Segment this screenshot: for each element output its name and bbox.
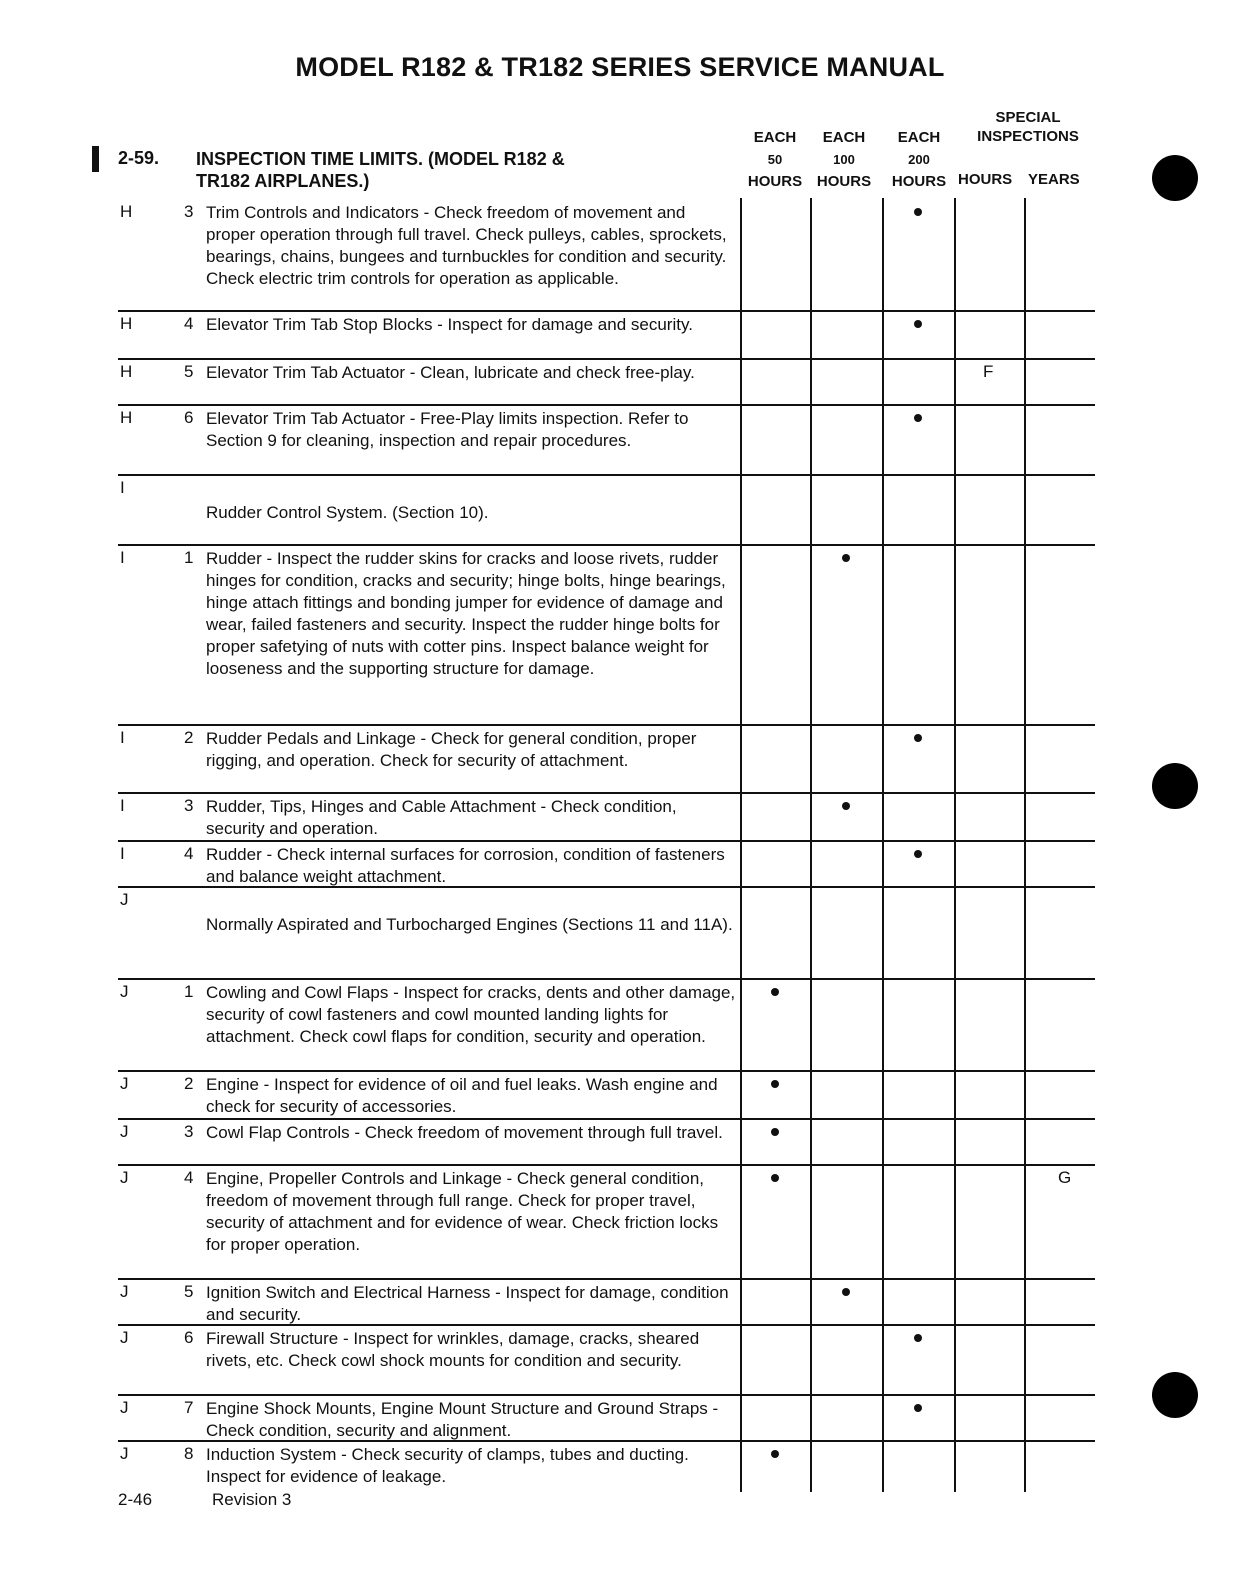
punch-hole-middle [1152,763,1198,809]
inspection-interval-dot [914,734,922,742]
row-system-letter: J [120,1074,129,1093]
row-separator [118,1278,1095,1280]
inspection-interval-dot [771,1174,779,1182]
footer-revision: Revision 3 [212,1490,292,1509]
inspection-interval-dot [842,802,850,810]
row-description: Rudder - Check internal surfaces for corrosion, condition of fasteners and balance weight attachment. [206,845,725,886]
revision-bar [92,146,99,172]
row-item-number: 2 [184,1074,194,1093]
inspection-code-mark: G [1058,1168,1072,1187]
row-system-letter: J [120,1122,129,1141]
row-system-letter: J [120,1444,129,1463]
row-description: Elevator Trim Tab Actuator - Free-Play limits inspection. Refer to Section 9 for cleaning, inspection and repair procedures. [206,409,689,450]
inspection-interval-dot [842,554,850,562]
row-item-number: 4 [184,1168,194,1187]
row-system-letter: I [120,728,125,747]
row-separator [118,792,1095,794]
col-header-each-100-line1: EACH [822,129,866,146]
inspection-interval-dot [914,1334,922,1342]
row-separator [118,544,1095,546]
row-system-letter: H [120,408,133,427]
inspection-interval-dot [771,988,779,996]
inspection-interval-dot [771,1080,779,1088]
inspection-interval-dot [842,1288,850,1296]
row-separator [118,1118,1095,1120]
col-header-each-200 [884,127,954,193]
inspection-interval-dot [771,1128,779,1136]
row-system-letter: I [120,548,125,567]
section-title-line2: TR182 AIRPLANES.) [196,171,370,191]
row-description: Rudder, Tips, Hinges and Cable Attachment - Check condition, security and operation. [206,797,677,838]
inspection-interval-dot [771,1450,779,1458]
col-header-special-line2: INSPECTIONS [977,128,1079,145]
row-system-letter: I [120,796,125,815]
col-header-each-200-line2: 200 [908,152,930,167]
row-separator [118,474,1095,476]
punch-hole-top [1152,155,1198,201]
inspection-interval-dot [914,850,922,858]
row-system-letter: I [120,844,125,863]
row-description: Cowl Flap Controls - Check freedom of movement through full travel. [206,1123,723,1142]
row-separator [118,404,1095,406]
col-header-each-100 [810,127,878,193]
row-separator [118,1394,1095,1396]
row-item-number: 2 [184,728,194,747]
row-description: Engine, Propeller Controls and Linkage - Check general condition, freedom of movement through full range. Check for proper travel, security of attachment and for evidence of wear. Check friction locks for proper operation. [206,1169,719,1254]
row-item-number: 8 [184,1444,194,1463]
row-item-number: 5 [184,1282,194,1301]
row-description: Cowling and Cowl Flaps - Inspect for cracks, dents and other damage, security of cowl fasteners and cowl mounted landing lights for attachment. Check cowl flaps for condition, security and operation. [206,983,736,1046]
row-item-number: 3 [184,1122,194,1141]
column-divider [1024,198,1026,1492]
punch-hole-bottom [1152,1372,1198,1418]
col-header-each-50-line2: 50 [767,152,783,167]
page-title: MODEL R182 & TR182 SERIES SERVICE MANUAL [295,52,945,82]
column-divider [954,198,956,1492]
row-system-letter: H [120,314,133,333]
row-description: Elevator Trim Tab Stop Blocks - Inspect for damage and security. [206,315,693,334]
row-system-letter: I [120,478,125,497]
row-separator [118,358,1095,360]
footer-page-number: 2-46 [118,1490,153,1509]
row-system-letter: J [120,1328,129,1347]
column-divider [740,198,742,1492]
row-item-number: 6 [184,1328,194,1347]
section-title-line1: INSPECTION TIME LIMITS. (MODEL R182 & [196,149,565,169]
inspection-interval-dot [914,414,922,422]
row-separator [118,1070,1095,1072]
row-description: Induction System - Check security of clamps, tubes and ducting. Inspect for evidence of leakage. [206,1445,689,1486]
row-description: Trim Controls and Indicators - Check freedom of movement and proper operation through full travel. Check pulleys, cables, sprockets, bearings, chains, bungees and turnbuckles for condition and security. Check electric trim controls for operation as applicable. [206,203,727,288]
col-header-each-50 [742,127,808,193]
row-separator [118,1440,1095,1442]
col-header-each-100-line2: 100 [833,152,855,167]
row-description: Rudder - Inspect the rudder skins for cracks and loose rivets, rudder hinges for condition, cracks and security; hinge bolts, hinge bearings, hinge attach fittings and bonding jumper for evidence of damage and wear, failed fasteners and security. Inspect the rudder hinge bolts for proper safetying of nuts with cotter pins. Inspect balance weight for looseness and the supporting structure for damage. [206,549,726,678]
col-header-each-200-line3: HOURS [891,173,947,190]
row-description: Rudder Pedals and Linkage - Check for general condition, proper rigging, and operation. Check for security of attachment. [206,729,697,770]
row-separator [118,978,1095,980]
row-item-number: 7 [184,1398,194,1417]
row-description: Ignition Switch and Electrical Harness - Inspect for damage, condition and security. [206,1283,729,1324]
inspection-interval-dot [914,1404,922,1412]
row-section-heading: Normally Aspirated and Turbocharged Engines (Sections 11 and 11A). [206,915,733,934]
col-header-each-100-line3: HOURS [816,173,872,190]
inspection-code-mark: F [983,362,994,381]
row-separator [118,310,1095,312]
row-section-heading: Rudder Control System. (Section 10). [206,503,489,522]
row-item-number: 3 [184,796,194,815]
row-item-number: 1 [184,548,194,567]
col-header-each-50-line3: HOURS [747,173,803,190]
row-separator [118,724,1095,726]
row-description: Engine - Inspect for evidence of oil and fuel leaks. Wash engine and check for security of accessories. [206,1075,718,1116]
row-item-number: 5 [184,362,194,381]
row-system-letter: J [120,1168,129,1187]
column-divider [810,198,812,1492]
row-system-letter: J [120,890,129,909]
row-separator [118,1324,1095,1326]
row-item-number: 4 [184,314,194,333]
row-item-number: 4 [184,844,194,863]
col-header-special-years: YEARS [1028,171,1080,188]
row-separator [118,1164,1095,1166]
row-item-number: 3 [184,202,194,221]
row-separator [118,886,1095,888]
row-description: Firewall Structure - Inspect for wrinkles, damage, cracks, sheared rivets, etc. Check cowl shock mounts for condition and security. [206,1329,700,1370]
row-system-letter: J [120,982,129,1001]
col-header-special-line1: SPECIAL [995,109,1061,126]
inspection-interval-dot [914,208,922,216]
col-header-special [958,108,1098,146]
section-title [196,148,756,192]
row-system-letter: H [120,202,133,221]
inspection-interval-dot [914,320,922,328]
col-header-each-200-line1: EACH [897,129,941,146]
row-description: Engine Shock Mounts, Engine Mount Structure and Ground Straps - Check condition, security and alignment. [206,1399,719,1440]
row-item-number: 6 [184,408,194,427]
row-system-letter: J [120,1398,129,1417]
row-description: Elevator Trim Tab Actuator - Clean, lubricate and check free-play. [206,363,695,382]
column-divider [882,198,884,1492]
section-number: 2-59. [118,148,160,168]
row-system-letter: J [120,1282,129,1301]
row-system-letter: H [120,362,133,381]
row-separator [118,840,1095,842]
col-header-special-hours: HOURS [958,171,1013,188]
row-item-number: 1 [184,982,194,1001]
col-header-each-50-line1: EACH [753,129,797,146]
